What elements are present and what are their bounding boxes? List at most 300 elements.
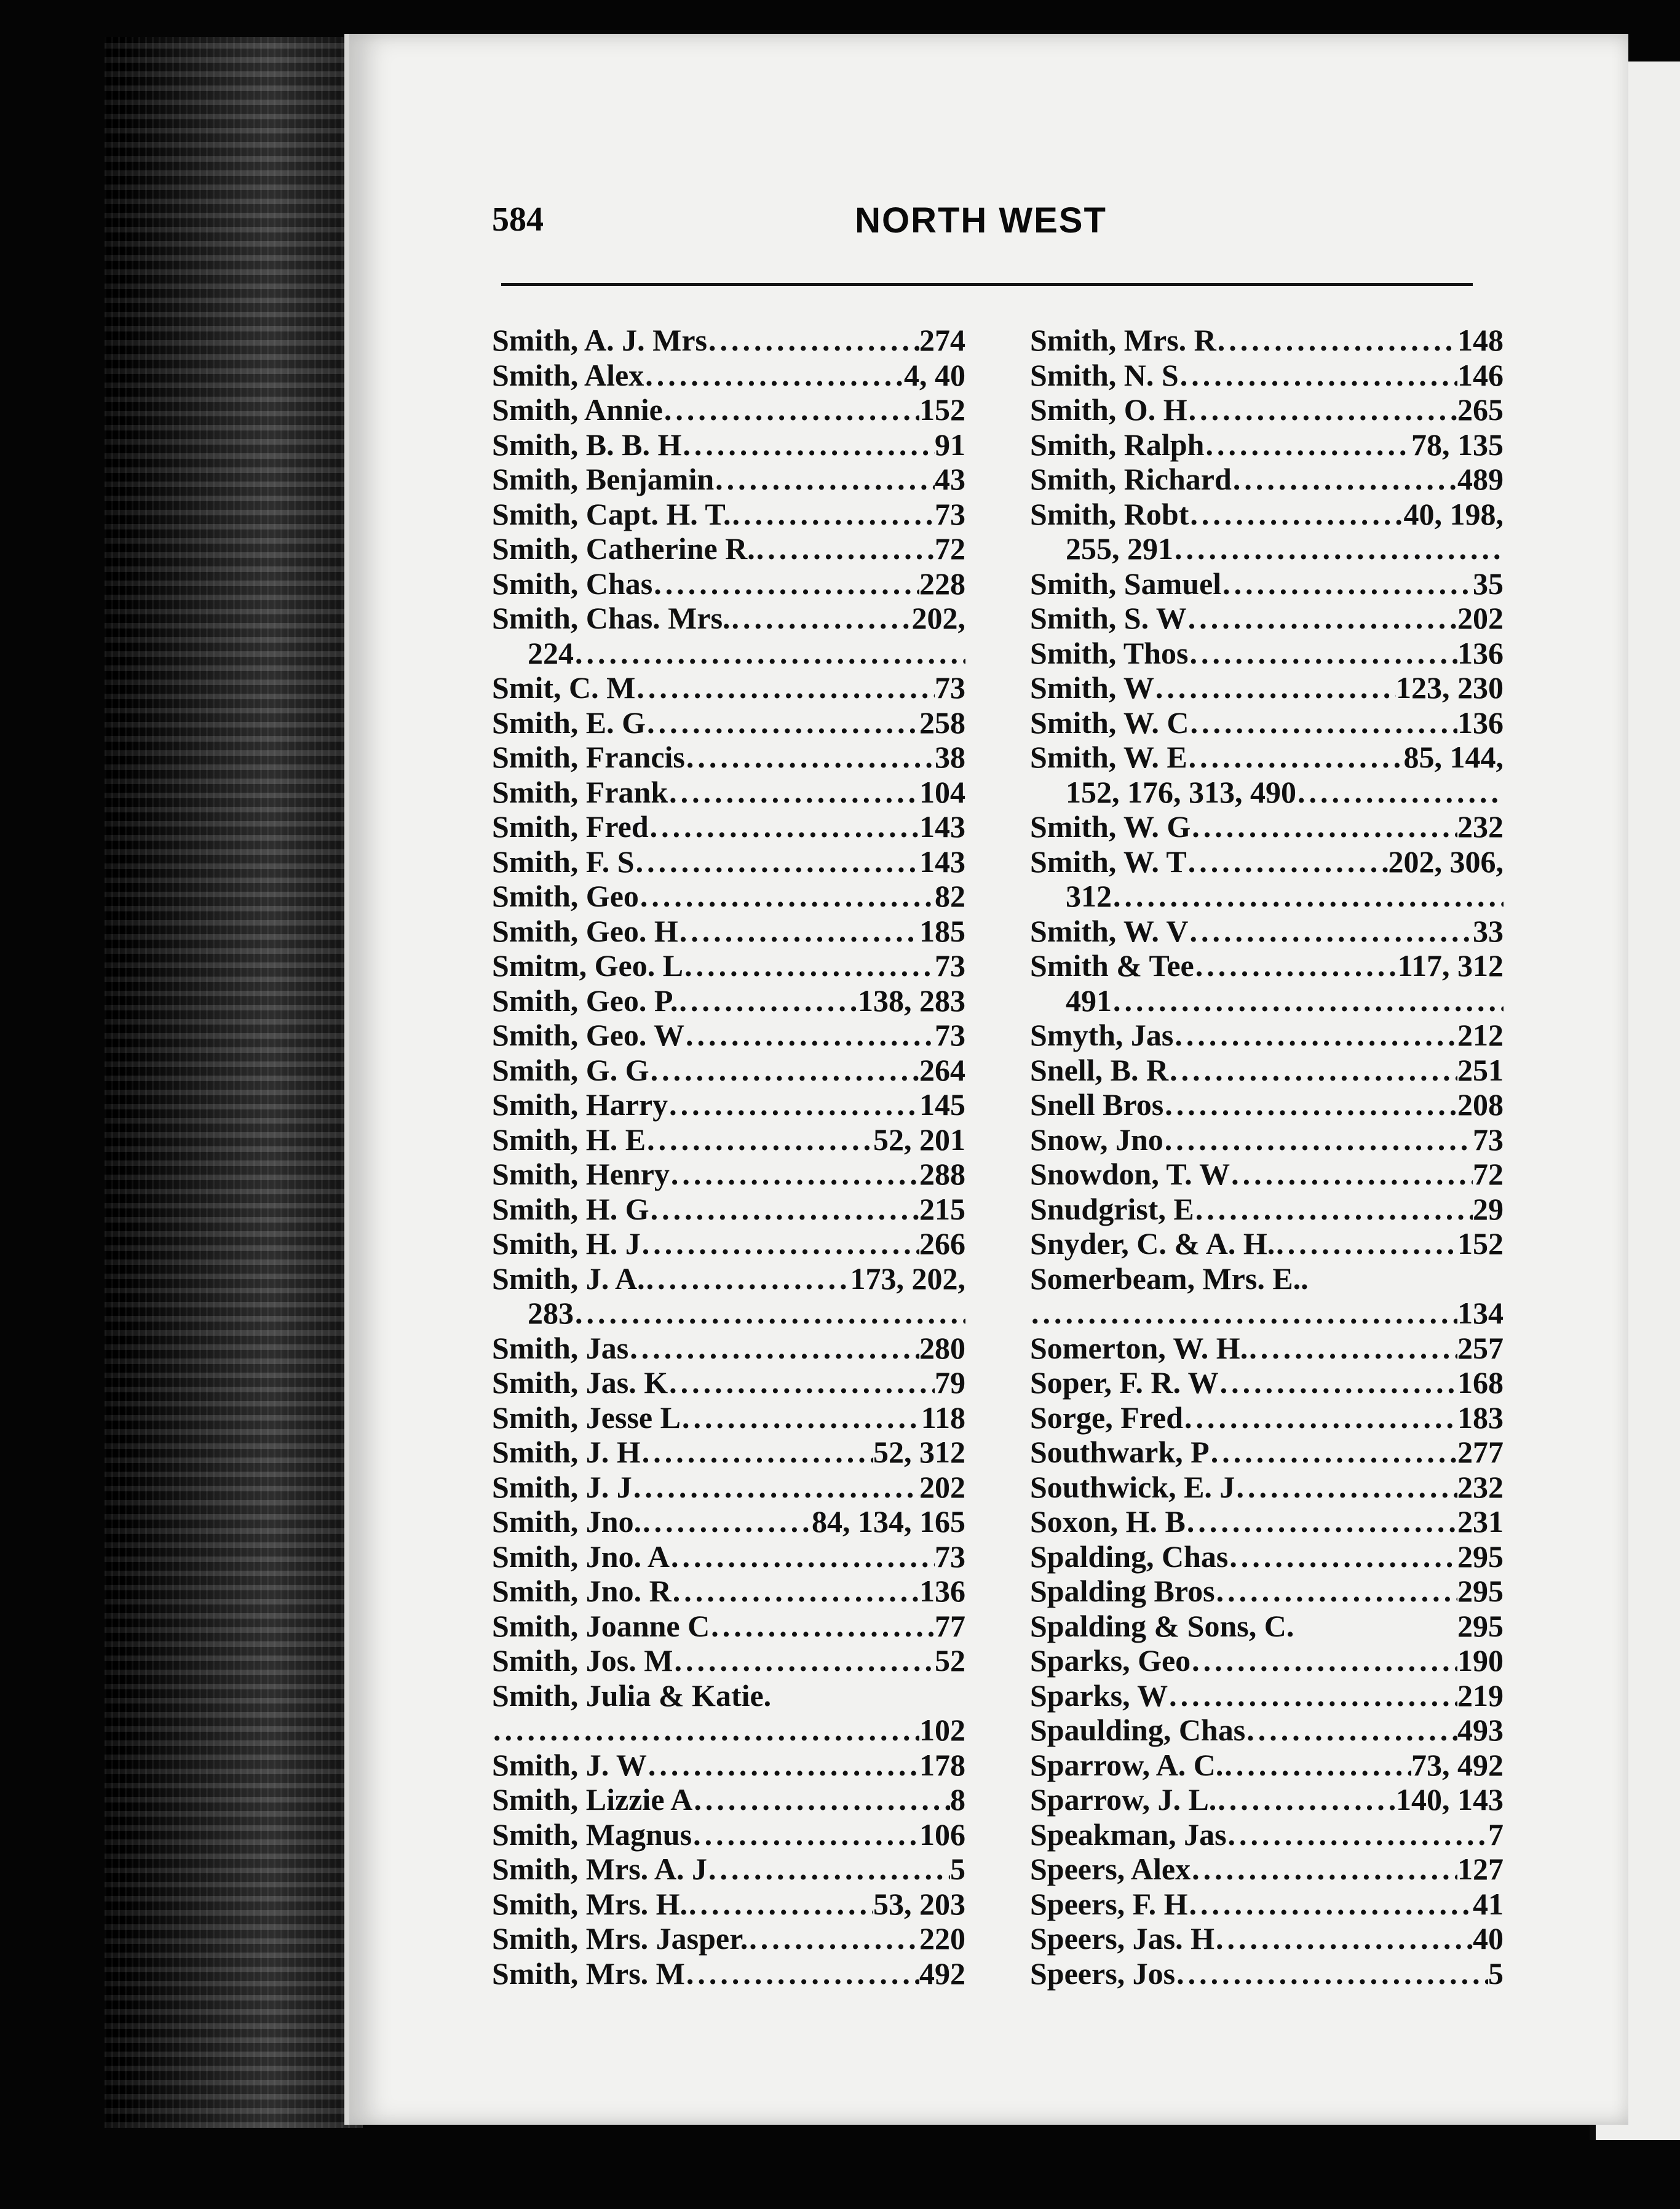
entry-name: Smith, J. W xyxy=(492,1747,647,1782)
dot-leader xyxy=(748,1921,919,1956)
dot-leader xyxy=(668,1365,935,1400)
entry-name: Smith, W xyxy=(1030,670,1154,705)
directory-entry xyxy=(1030,636,1504,671)
entry-page-numbers: 73 xyxy=(935,1018,965,1052)
entry-name: Smith, A. J. Mrs xyxy=(492,323,707,357)
entry-page-numbers: 52 xyxy=(935,1643,965,1678)
entry-page-numbers: 185 xyxy=(919,913,965,948)
directory-entry xyxy=(1030,601,1504,636)
entry-page-numbers: 145 xyxy=(919,1087,965,1122)
dot-leader xyxy=(670,1157,919,1192)
entry-page-numbers: 40 xyxy=(1473,1921,1504,1956)
entry-name: Smith, Henry xyxy=(492,1157,670,1191)
entry-name: Smith, H. G xyxy=(492,1191,649,1226)
entry-page-numbers: 73 xyxy=(935,496,965,531)
dot-leader xyxy=(652,566,919,601)
entry-name: Sparrow, A. C. xyxy=(1030,1747,1224,1782)
entry-page-numbers: 73 xyxy=(935,670,965,705)
entry-page-numbers: 183 xyxy=(1457,1400,1504,1435)
dot-leader xyxy=(646,705,919,740)
directory-entry xyxy=(492,497,965,532)
entry-name: Speakman, Jas xyxy=(1030,1817,1227,1852)
dot-leader xyxy=(1221,566,1473,601)
directory-entry xyxy=(492,1157,965,1192)
entry-name: Smith, Jno. xyxy=(492,1504,642,1539)
entry-name: Smith, Richard xyxy=(1030,462,1232,496)
dot-leader xyxy=(641,1504,812,1539)
dot-leader xyxy=(1191,1643,1457,1678)
entry-page-numbers: 106 xyxy=(919,1817,965,1852)
entry-page-numbers: 102 xyxy=(919,1713,965,1747)
entry-page-numbers: 277 xyxy=(1457,1435,1504,1469)
directory-entry xyxy=(1030,1087,1504,1122)
dot-leader xyxy=(1188,1887,1473,1922)
directory-entry xyxy=(1030,1678,1504,1713)
directory-entry xyxy=(492,1470,965,1505)
entry-name: Smith, Mrs. Jasper. xyxy=(492,1921,748,1956)
dot-leader xyxy=(1228,1539,1457,1574)
directory-entry xyxy=(1030,1504,1504,1539)
dot-leader xyxy=(672,1574,919,1609)
dot-leader xyxy=(1210,1435,1457,1470)
entry-name: 152, 176, 313, 490 xyxy=(1066,774,1296,809)
directory-entry xyxy=(1030,670,1504,705)
directory-entry xyxy=(492,1609,965,1644)
entry-page-numbers: 136 xyxy=(1457,635,1504,670)
entry-name: Speers, Jas. H xyxy=(1030,1921,1214,1956)
directory-entry xyxy=(492,1852,965,1887)
dot-leader xyxy=(649,1053,919,1088)
dot-leader xyxy=(1154,670,1396,705)
entry-page-numbers: 202 xyxy=(919,1469,965,1504)
entry-name: Smith, Chas. Mrs. xyxy=(492,601,731,635)
entry-name: Smith, Mrs. R xyxy=(1030,323,1216,357)
dot-leader xyxy=(1179,358,1457,393)
entry-name: Smith, O. H xyxy=(1030,392,1187,427)
directory-entry xyxy=(492,1782,965,1817)
directory-entry xyxy=(1030,1122,1504,1157)
directory-entry xyxy=(492,1817,965,1852)
entry-name: Smith, Mrs. M xyxy=(492,1956,685,1991)
dot-leader xyxy=(1187,601,1457,636)
entry-page-numbers: 4, 40 xyxy=(904,357,965,392)
dot-leader xyxy=(1248,1331,1457,1366)
dot-leader xyxy=(714,462,935,497)
entry-name: Smith, Jas. K xyxy=(492,1365,668,1400)
directory-entry xyxy=(1030,809,1504,844)
directory-entry xyxy=(1030,1192,1504,1227)
dot-leader xyxy=(492,1713,919,1748)
entry-name: Smith, Julia & Katie. xyxy=(492,1678,772,1713)
directory-entry xyxy=(1030,1053,1504,1088)
entry-name: Smith, Geo. H xyxy=(492,913,678,948)
directory-entry xyxy=(1030,1539,1504,1574)
directory-entry xyxy=(1030,983,1504,1018)
directory-entry xyxy=(1030,1921,1504,1956)
entry-name: Snowdon, T. W xyxy=(1030,1157,1230,1191)
directory-entry xyxy=(1030,531,1504,566)
dot-leader xyxy=(1189,914,1473,949)
entry-page-numbers: 202, xyxy=(911,601,965,635)
dot-leader xyxy=(632,1470,919,1505)
entry-name: Smith, Chas xyxy=(492,566,653,601)
directory-entry xyxy=(492,1887,965,1922)
entry-name: Soxon, H. B xyxy=(1030,1504,1186,1539)
dot-leader xyxy=(1230,1157,1473,1192)
dot-leader xyxy=(678,983,858,1018)
page-header xyxy=(492,200,1470,249)
entry-page-numbers: 143 xyxy=(919,809,965,844)
dot-leader xyxy=(1189,705,1457,740)
entry-name: Smith, W. V xyxy=(1030,913,1189,948)
directory-entry xyxy=(492,740,965,775)
directory-entry xyxy=(492,1053,965,1088)
entry-name: Sparrow, J. L. xyxy=(1030,1782,1217,1817)
entry-page-numbers: 40, 198, xyxy=(1403,496,1504,531)
directory-entry xyxy=(1030,1852,1504,1887)
directory-entry xyxy=(492,531,965,566)
dot-leader xyxy=(644,358,904,393)
directory-entry xyxy=(492,1678,965,1713)
dot-leader xyxy=(1173,1018,1457,1053)
entry-name: Southwark, P xyxy=(1030,1435,1210,1469)
entry-page-numbers: 220 xyxy=(919,1921,965,1956)
directory-entry xyxy=(1030,427,1504,462)
entry-page-numbers: 274 xyxy=(919,323,965,357)
entry-name: Smith, Magnus xyxy=(492,1817,692,1852)
entry-name: Smith, Alex xyxy=(492,357,644,392)
directory-entry xyxy=(492,1574,965,1609)
entry-name: Smyth, Jas xyxy=(1030,1018,1174,1052)
entry-page-numbers: 231 xyxy=(1457,1504,1504,1539)
entry-page-numbers: 493 xyxy=(1457,1713,1504,1747)
dot-leader xyxy=(1189,636,1457,671)
entry-name: Smith, Ralph xyxy=(1030,427,1205,462)
entry-page-numbers: 202, 306, xyxy=(1388,844,1504,879)
dot-leader xyxy=(649,1192,919,1227)
header-rule xyxy=(501,283,1473,286)
directory-entry xyxy=(1030,948,1504,983)
dot-leader xyxy=(1163,1087,1457,1122)
entry-name: Snyder, C. & A. H. xyxy=(1030,1226,1275,1261)
entry-name: Smith, W. T xyxy=(1030,844,1187,879)
entry-name: Smith, Jos. M xyxy=(492,1643,673,1678)
directory-entry xyxy=(1030,1574,1504,1609)
directory-entry xyxy=(1030,844,1504,879)
dot-leader xyxy=(710,1609,935,1644)
entry-name: Smith, J. H xyxy=(492,1435,641,1469)
directory-entry xyxy=(1030,914,1504,949)
entry-name: Smit, C. M xyxy=(492,670,636,705)
dot-leader xyxy=(639,879,935,914)
directory-entry xyxy=(1030,1331,1504,1366)
entry-page-numbers: 232 xyxy=(1457,809,1504,844)
directory-entry xyxy=(1030,358,1504,393)
entry-name: Smith, Jno. R xyxy=(492,1574,672,1608)
entry-name: Smith, H. J xyxy=(492,1226,641,1261)
directory-entry xyxy=(492,392,965,427)
entry-name: Smith, Mrs. A. J xyxy=(492,1852,707,1886)
dot-leader xyxy=(1187,392,1457,427)
entry-page-numbers: 492 xyxy=(919,1956,965,1991)
entry-page-numbers: 82 xyxy=(935,879,965,913)
entry-page-numbers: 136 xyxy=(919,1574,965,1608)
entry-page-numbers: 190 xyxy=(1457,1643,1504,1678)
dot-leader xyxy=(685,1956,919,1991)
dot-leader xyxy=(1168,1678,1457,1713)
entry-page-numbers: 173, 202, xyxy=(850,1261,965,1296)
directory-entry xyxy=(1030,1887,1504,1922)
entry-name: Smith, H. E xyxy=(492,1122,646,1157)
entry-page-numbers: 7 xyxy=(1488,1817,1504,1852)
directory-entry xyxy=(1030,1365,1504,1400)
dot-leader xyxy=(1186,1504,1457,1539)
entry-page-numbers: 168 xyxy=(1457,1365,1504,1400)
entry-name: Snell Bros xyxy=(1030,1087,1164,1122)
directory-entry xyxy=(1030,1435,1504,1470)
dot-leader xyxy=(641,1226,919,1261)
directory-entry xyxy=(1030,1400,1504,1435)
dot-leader xyxy=(635,670,935,705)
dot-leader xyxy=(1173,531,1504,566)
dot-leader xyxy=(1191,1852,1457,1887)
entry-page-numbers: 73, 492 xyxy=(1411,1747,1504,1782)
entry-name: Smith, W. E xyxy=(1030,740,1187,774)
directory-entry xyxy=(492,566,965,601)
entry-page-numbers: 73 xyxy=(935,1539,965,1574)
dot-leader xyxy=(1187,740,1404,775)
directory-entry xyxy=(492,1296,965,1331)
entry-page-numbers: 79 xyxy=(935,1365,965,1400)
directory-entry xyxy=(492,809,965,844)
dot-leader xyxy=(673,1643,935,1678)
dot-leader xyxy=(731,601,912,636)
dot-leader xyxy=(647,1748,919,1783)
entry-name: Southwick, E. J xyxy=(1030,1469,1235,1504)
dot-leader xyxy=(649,809,919,844)
entry-name: Snow, Jno xyxy=(1030,1122,1163,1157)
dot-leader xyxy=(1194,1192,1473,1227)
entry-name: Smith, W. C xyxy=(1030,705,1189,740)
entry-page-numbers: 208 xyxy=(1457,1087,1504,1122)
dot-leader xyxy=(670,1539,935,1574)
dot-leader xyxy=(663,392,919,427)
entry-page-numbers: 152 xyxy=(1457,1226,1504,1261)
dot-leader xyxy=(692,1817,919,1852)
entry-page-numbers: 127 xyxy=(1457,1852,1504,1886)
entry-page-numbers: 266 xyxy=(919,1226,965,1261)
entry-page-numbers: 72 xyxy=(935,531,965,566)
entry-page-numbers: 138, 283 xyxy=(858,983,965,1018)
entry-name: Smith & Tee xyxy=(1030,948,1194,983)
entry-page-numbers: 288 xyxy=(919,1157,965,1191)
dot-leader xyxy=(1216,323,1457,358)
dot-leader xyxy=(635,844,919,879)
entry-page-numbers: 53, 203 xyxy=(873,1886,965,1921)
directory-entry xyxy=(492,323,965,358)
directory-entry xyxy=(1030,323,1504,358)
dot-leader xyxy=(1245,1713,1457,1748)
dot-leader xyxy=(645,1261,850,1296)
directory-entry xyxy=(492,358,965,393)
dot-leader xyxy=(707,1852,950,1887)
directory-entry xyxy=(1030,1018,1504,1053)
entry-name: Smith, Harry xyxy=(492,1087,668,1122)
entry-page-numbers: 251 xyxy=(1457,1052,1504,1087)
dot-leader xyxy=(1235,1470,1457,1505)
directory-entry xyxy=(492,1921,965,1956)
entry-name: Smith, Mrs. H. xyxy=(492,1886,688,1921)
entry-page-numbers: 41 xyxy=(1473,1886,1504,1921)
entry-name: Smith, Catherine R. xyxy=(492,531,755,566)
entry-name: 255, 291 xyxy=(1066,531,1173,566)
entry-name: Smith, B. B. H xyxy=(492,427,682,462)
entry-page-numbers: 280 xyxy=(919,1330,965,1365)
directory-entry xyxy=(1030,1226,1504,1261)
directory-column-right xyxy=(1030,323,1504,1991)
entry-name: Smith, Thos xyxy=(1030,635,1189,670)
entry-page-numbers: 117, 312 xyxy=(1397,948,1504,983)
directory-entry xyxy=(492,1539,965,1574)
dot-leader xyxy=(755,531,935,566)
dot-leader xyxy=(668,775,919,810)
entry-name: Soper, F. R. W xyxy=(1030,1365,1219,1400)
entry-page-numbers: 52, 201 xyxy=(873,1122,965,1157)
entry-page-numbers: 152 xyxy=(919,392,965,427)
entry-name: Smith, G. G xyxy=(492,1052,649,1087)
entry-name: Smith, E. G xyxy=(492,705,646,740)
directory-entry xyxy=(1030,1782,1504,1817)
entry-page-numbers: 91 xyxy=(935,427,965,462)
entry-name: Smith, J. A. xyxy=(492,1261,645,1296)
dot-leader xyxy=(628,1331,919,1366)
directory-entry xyxy=(492,1331,965,1366)
entry-name: Spalding & Sons, C. xyxy=(1030,1608,1294,1643)
directory-entry xyxy=(492,670,965,705)
directory-entry xyxy=(1030,740,1504,775)
dot-leader xyxy=(1187,844,1389,879)
entry-name: Smith, Robt xyxy=(1030,496,1189,531)
entry-name: Sorge, Fred xyxy=(1030,1400,1184,1435)
entry-name: Smith, Joanne C xyxy=(492,1608,710,1643)
directory-entry xyxy=(492,1435,965,1470)
dot-leader xyxy=(1204,427,1411,462)
entry-name: Spaulding, Chas xyxy=(1030,1713,1246,1747)
directory-entry xyxy=(492,1956,965,1991)
entry-page-numbers: 52, 312 xyxy=(873,1435,965,1469)
entry-name: Somerton, W. H. xyxy=(1030,1330,1248,1365)
entry-page-numbers: 73 xyxy=(935,948,965,983)
entry-page-numbers: 212 xyxy=(1457,1018,1504,1052)
directory-entry xyxy=(1030,775,1504,810)
entry-name: Smith, Geo. P. xyxy=(492,983,678,1018)
dot-leader xyxy=(1227,1817,1488,1852)
dot-leader xyxy=(681,1400,921,1435)
entry-name: Snudgrist, E xyxy=(1030,1191,1194,1226)
entry-name: Smith, Frank xyxy=(492,774,668,809)
dot-leader xyxy=(1168,1053,1457,1088)
dot-leader xyxy=(641,1435,873,1470)
dot-leader xyxy=(1112,879,1504,914)
directory-entry xyxy=(492,1122,965,1157)
entry-page-numbers: 219 xyxy=(1457,1678,1504,1713)
dot-leader xyxy=(1232,462,1457,497)
entry-page-numbers: 78, 135 xyxy=(1411,427,1504,462)
dot-leader xyxy=(1275,1226,1457,1261)
dot-leader xyxy=(1223,1748,1411,1783)
directory-entry xyxy=(492,1643,965,1678)
directory-entry xyxy=(1030,1296,1504,1331)
entry-page-numbers: 8 xyxy=(950,1782,965,1817)
dot-leader xyxy=(1030,1296,1457,1331)
entry-page-numbers: 143 xyxy=(919,844,965,879)
dot-leader xyxy=(1183,1400,1457,1435)
directory-column-left xyxy=(492,323,965,1991)
directory-entry xyxy=(1030,1157,1504,1192)
directory-entry xyxy=(492,983,965,1018)
dot-leader xyxy=(692,1782,950,1817)
entry-page-numbers: 5 xyxy=(1488,1956,1504,1991)
directory-entry xyxy=(1030,392,1504,427)
directory-entry xyxy=(492,948,965,983)
dot-leader xyxy=(681,427,935,462)
entry-name: Smith, S. W xyxy=(1030,601,1187,635)
dot-leader xyxy=(707,323,919,358)
directory-entry xyxy=(492,1504,965,1539)
entry-page-numbers: 215 xyxy=(919,1191,965,1226)
entry-name: Smith, N. S xyxy=(1030,357,1179,392)
entry-name: Smitm, Geo. L xyxy=(492,948,684,983)
dot-leader xyxy=(1175,1956,1488,1991)
dot-leader xyxy=(1214,1921,1473,1956)
directory-entry xyxy=(492,1400,965,1435)
entry-name: 312 xyxy=(1066,879,1112,913)
dot-leader xyxy=(731,497,935,532)
entry-name: Smith, Francis xyxy=(492,740,685,774)
directory-entry xyxy=(492,1365,965,1400)
dot-leader xyxy=(685,740,935,775)
entry-page-numbers: 295 xyxy=(1457,1608,1504,1643)
dot-leader xyxy=(684,1018,935,1053)
entry-page-numbers: 5 xyxy=(950,1852,965,1886)
entry-name: Snell, B. R xyxy=(1030,1052,1169,1087)
entry-page-numbers: 77 xyxy=(935,1608,965,1643)
directory-entry xyxy=(1030,1261,1504,1296)
entry-name: 283 xyxy=(528,1296,574,1330)
dot-leader xyxy=(1194,948,1398,983)
entry-name: Speers, Alex xyxy=(1030,1852,1191,1886)
directory-entry xyxy=(492,1748,965,1783)
directory-entry xyxy=(492,1018,965,1053)
entry-name: Smith, Capt. H. T. xyxy=(492,496,731,531)
dot-leader xyxy=(1191,809,1457,844)
directory-entry xyxy=(1030,566,1504,601)
dot-leader xyxy=(1219,1365,1457,1400)
entry-page-numbers: 178 xyxy=(919,1747,965,1782)
directory-entry xyxy=(492,1261,965,1296)
dot-leader xyxy=(574,636,965,671)
entry-page-numbers: 72 xyxy=(1473,1157,1504,1191)
entry-page-numbers: 202 xyxy=(1457,601,1504,635)
entry-page-numbers: 228 xyxy=(919,566,965,601)
dot-leader xyxy=(646,1122,873,1157)
dot-leader xyxy=(1189,497,1403,532)
directory-entry xyxy=(492,601,965,636)
entry-name: Smith, Lizzie A xyxy=(492,1782,693,1817)
directory-entry xyxy=(1030,1643,1504,1678)
dot-leader xyxy=(1112,983,1504,1018)
directory-entry xyxy=(1030,497,1504,532)
